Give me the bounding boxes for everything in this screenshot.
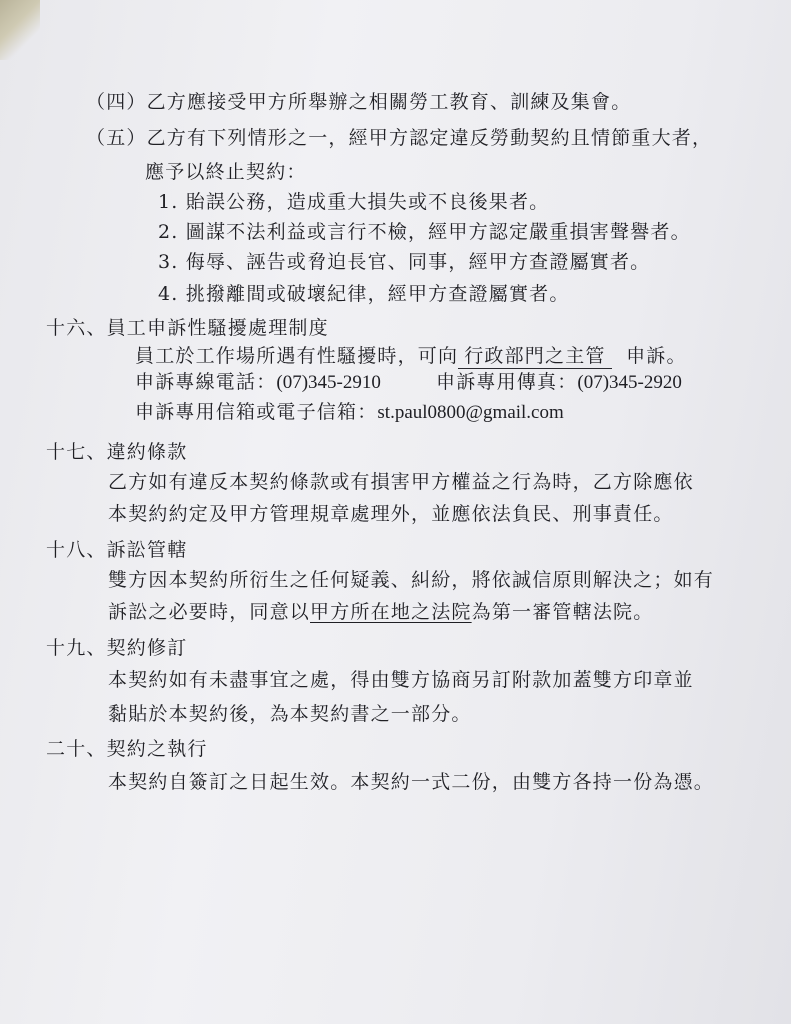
section-19-para-line1: 本契約如有未盡事宜之處，得由雙方協商另訂附款加蓋雙方印章並 <box>108 669 694 691</box>
list-item-2: 2. 圖謀不法利益或言行不檢，經甲方認定嚴重損害聲譽者。 <box>158 221 691 243</box>
list-item-3: 3. 侮辱、誣告或脅迫長官、同事，經甲方查證屬實者。 <box>158 251 651 273</box>
s16-line1-pre: 員工於工作場所遇有性騷擾時，可向 <box>135 345 459 367</box>
section-16-phone-line <box>135 370 381 395</box>
phone-number: (07)345-2910 <box>276 372 381 393</box>
section-20-para-line1: 本契約自簽訂之日起生效。本契約一式二份，由雙方各持一份為憑。 <box>108 771 715 793</box>
fax-label: 申訴專用傳真： <box>436 371 578 393</box>
section-20-heading: 二十、契約之執行 <box>46 738 208 760</box>
section-16-email-line <box>135 400 564 425</box>
phone-label: 申訴專線電話： <box>135 371 277 393</box>
fax-number: (07)345-2920 <box>577 372 682 393</box>
s18-line2-post: 為第一審管轄法院。 <box>471 601 654 623</box>
section-18-heading: 十八、訴訟管轄 <box>46 539 188 561</box>
section-19-para-line2: 黏貼於本契約後，為本契約書之一部分。 <box>108 703 472 725</box>
email-label: 申訴專用信箱或電子信箱： <box>135 401 378 423</box>
court-underlined: 甲方所在地之法院 <box>310 601 472 623</box>
email-address: st.paul0800@gmail.com <box>377 402 564 423</box>
clause-4: （四）乙方應接受甲方所舉辦之相關勞工教育、訓練及集會。 <box>86 91 632 113</box>
clause-5-line1: （五）乙方有下列情形之一，經甲方認定違反勞動契約且情節重大者， <box>86 127 713 149</box>
list-item-1: 1. 貽誤公務，造成重大損失或不良後果者。 <box>158 191 550 213</box>
section-19-heading: 十九、契約修訂 <box>46 637 188 659</box>
s16-line1-post: 申訴。 <box>626 345 687 367</box>
s18-line2-pre: 訴訟之必要時，同意以 <box>108 601 311 623</box>
section-16-line1 <box>135 344 687 369</box>
section-16-heading: 十六、員工申訴性騷擾處理制度 <box>46 317 329 339</box>
section-16-fax-line <box>436 370 682 395</box>
section-18-para-line2 <box>108 600 653 624</box>
section-17-para-line2: 本契約約定及甲方管理規章處理外，並應依法負民、刑事責任。 <box>108 503 674 525</box>
page-corner-shadow <box>0 0 40 60</box>
list-item-4: 4. 挑撥離間或破壞紀律，經甲方查證屬實者。 <box>158 283 570 305</box>
s16-fill-in: 行政部門之主管 <box>458 344 611 369</box>
section-17-para-line1: 乙方如有違反本契約條款或有損害甲方權益之行為時，乙方除應依 <box>108 471 694 493</box>
clause-5-line2: 應予以終止契約： <box>145 161 307 183</box>
section-17-heading: 十七、違約條款 <box>46 441 188 463</box>
section-18-para-line1: 雙方因本契約所衍生之任何疑義、糾紛，將依誠信原則解決之；如有 <box>108 569 715 591</box>
